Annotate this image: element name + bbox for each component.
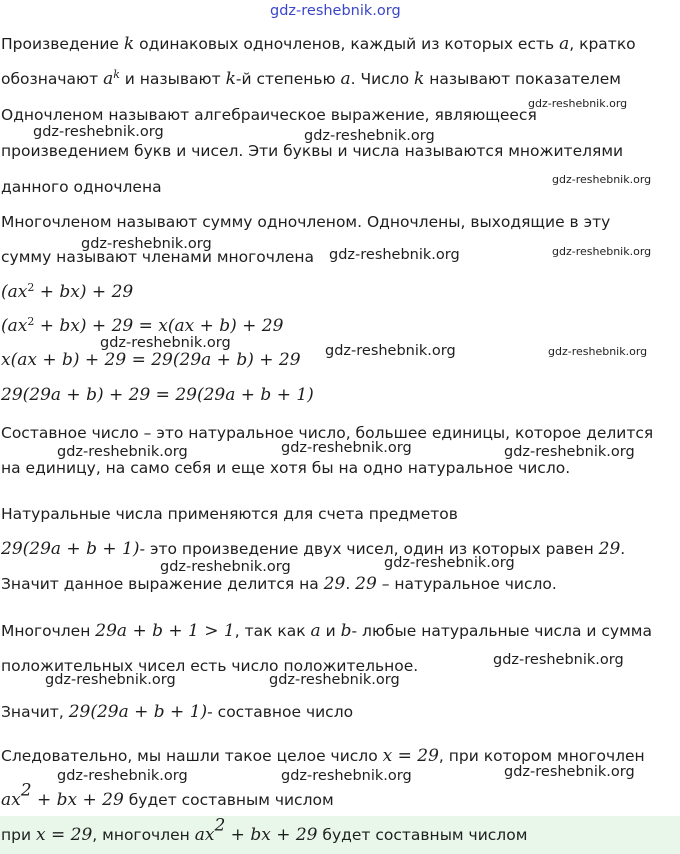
watermark: gdz-reshebnik.org (304, 128, 435, 144)
watermark: gdz-reshebnik.org (493, 652, 624, 668)
watermark: gdz-reshebnik.org (57, 768, 188, 784)
expression-1: $(ax^2 + bx) + 29$ (1, 280, 134, 302)
polynomial-positive-line-1: Многочлен 29a + b + 1 > 1, так как a и b- любые натуральные числа и сумма (1, 621, 652, 641)
watermark: gdz-reshebnik.org (384, 555, 515, 571)
expression-3: x(ax + b) + 29 = 29(29a + b) + 29 (1, 350, 301, 370)
watermark: gdz-reshebnik.org (57, 444, 188, 460)
answer-box (0, 816, 680, 854)
site-watermark-top: gdz-reshebnik.org (270, 3, 401, 19)
watermark: gdz-reshebnik.org (45, 672, 176, 688)
watermark: gdz-reshebnik.org (504, 444, 635, 460)
monomial-definition-line-2: произведением букв и чисел. Эти буквы и числа называются множителями (1, 142, 624, 160)
polynomial-definition-line-2: сумму называют членами многочлена (1, 248, 315, 266)
composite-conclusion-line: Значит, 29(29a + b + 1)- составное число (1, 702, 354, 722)
natural-numbers-line: Натуральные числа применяются для счета предметов (1, 505, 458, 523)
watermark: gdz-reshebnik.org (504, 764, 635, 780)
final-conclusion-line-2: $ax^2$ + bx + 29 будет составным числом (1, 780, 334, 810)
watermark: gdz-reshebnik.org (552, 245, 652, 258)
watermark: gdz-reshebnik.org (325, 343, 456, 359)
composite-definition-line-1: Составное число – это натуральное число, большее единицы, которое делится (1, 424, 654, 442)
watermark: gdz-reshebnik.org (281, 768, 412, 784)
expression-4: 29(29a + b) + 29 = 29(29a + b + 1) (1, 385, 314, 405)
watermark: gdz-reshebnik.org (81, 236, 212, 252)
product-statement-line-1: 29(29a + b + 1)- это произведение двух чисел, один из которых равен 29. (1, 539, 626, 559)
power-definition-line-2: обозначают $a^k$ и называют k-й степенью a. Число k называют показателем (1, 67, 621, 89)
watermark: gdz-reshebnik.org (548, 345, 648, 358)
watermark: gdz-reshebnik.org (552, 173, 652, 186)
polynomial-positive-line-2: положительных чисел есть число положительное. (1, 657, 419, 675)
watermark: gdz-reshebnik.org (329, 247, 460, 263)
product-statement-line-2: Значит данное выражение делится на 29. 29 – натуральное число. (1, 574, 557, 594)
watermark: gdz-reshebnik.org (100, 335, 231, 351)
expression-2: $(ax^2 + bx) + 29 = x(ax + b) + 29$ (1, 314, 284, 336)
monomial-definition-line-3: данного одночлена (1, 178, 162, 196)
monomial-definition-line-1: Одночленом называют алгебраическое выражение, являющееся (1, 106, 537, 124)
watermark: gdz-reshebnik.org (281, 440, 412, 456)
answer-line: при x = 29, многочлен $ax^2$ + bx + 29 будет составным числом (1, 815, 528, 845)
watermark: gdz-reshebnik.org (33, 124, 164, 140)
watermark: gdz-reshebnik.org (269, 672, 400, 688)
polynomial-definition-line-1: Многочленом называют сумму одночленом. Одночлены, выходящие в эту (1, 213, 611, 231)
composite-definition-line-2: на единицу, на само себя и еще хотя бы на одно натуральное число. (1, 459, 571, 477)
final-conclusion-line-1: Следовательно, мы нашли такое целое число x = 29, при котором многочлен (1, 746, 645, 766)
power-definition-line-1: Произведение k одинаковых одночленов, каждый из которых есть a, кратко (1, 34, 636, 54)
watermark: gdz-reshebnik.org (528, 97, 628, 110)
watermark: gdz-reshebnik.org (160, 559, 291, 575)
